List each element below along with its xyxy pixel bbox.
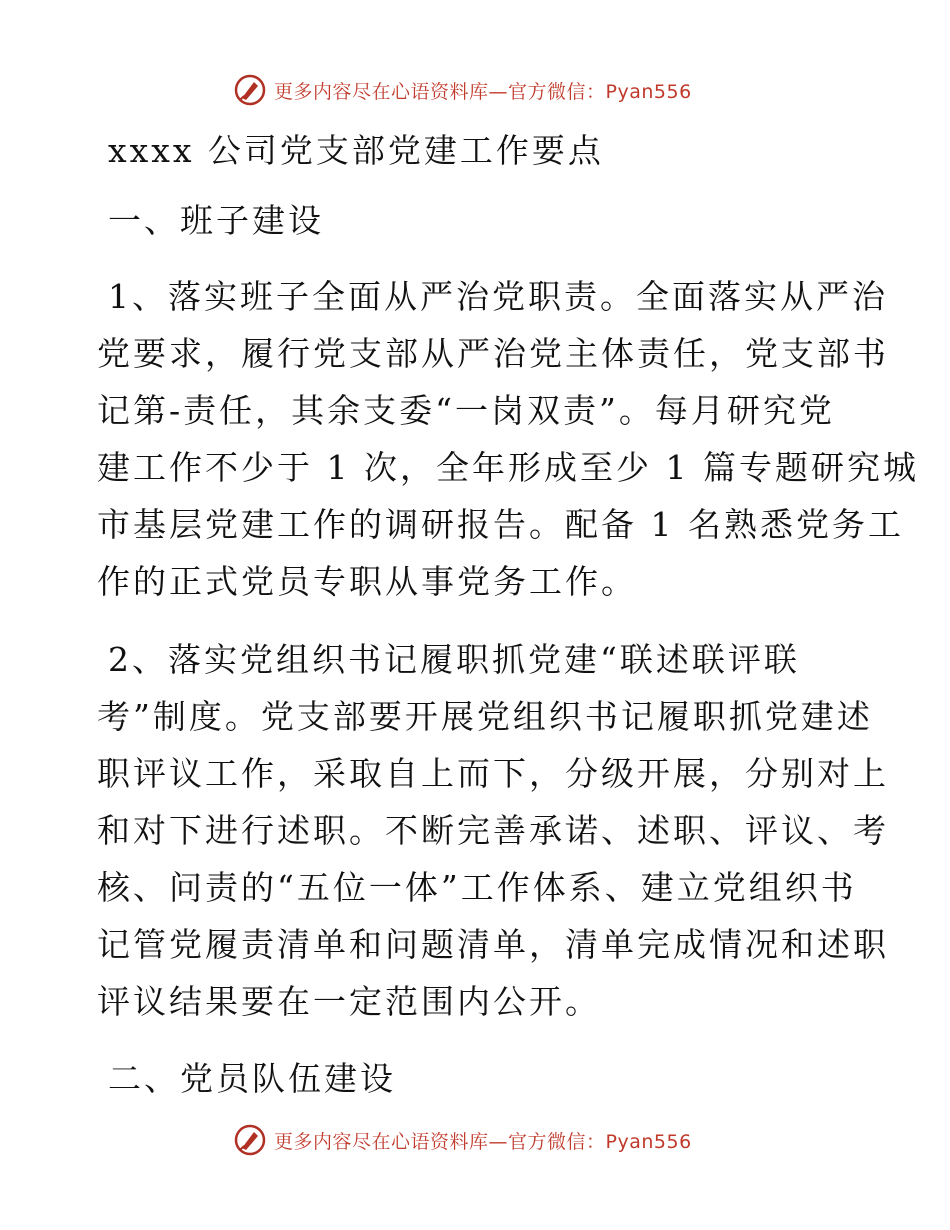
section-heading-2: 二、党员队伍建设 — [108, 1059, 396, 1098]
pen-nib-logo-icon — [232, 72, 268, 108]
paragraph-1-line: 作的正式党员专职从事党务工作。 — [97, 562, 637, 601]
document-title: xxxx 公司党支部党建工作要点 — [108, 131, 604, 170]
paragraph-1-line: 党要求，履行党支部从严治党主体责任，党支部书 — [97, 334, 889, 373]
paragraph-2-line: 核、问责的“五位一体”工作体系、建立党组织书 — [97, 868, 857, 907]
header-banner — [232, 72, 692, 108]
paragraph-2-line: 考”制度。党支部要开展党组织书记履职抓党建述 — [97, 697, 873, 736]
paragraph-2-line: 职评议工作，采取自上而下，分级开展，分别对上 — [97, 754, 889, 793]
paragraph-2-line: 2、落实党组织书记履职抓党建“联述联评联 — [108, 640, 800, 679]
paragraph-1-line: 记第-责任，其余支委“一岗双责”。每月研究党 — [97, 391, 835, 430]
paragraph-1-line: 建工作不少于 1 次，全年形成至少 1 篇专题研究城 — [97, 448, 919, 487]
paragraph-2-line: 记管党履责清单和问题清单，清单完成情况和述职 — [97, 925, 889, 964]
paragraph-2-line: 评议结果要在一定范围内公开。 — [97, 982, 601, 1021]
banner-text: 更多内容尽在心语资料库—官方微信：Pyan556 — [274, 1130, 692, 1153]
paragraph-2-line: 和对下进行述职。不断完善承诺、述职、评议、考 — [97, 811, 889, 850]
paragraph-1-line: 1、落实班子全面从严治党职责。全面落实从严治 — [108, 277, 888, 316]
footer-banner — [232, 1122, 692, 1158]
pen-nib-logo-icon — [232, 1122, 268, 1158]
paragraph-1-line: 市基层党建工作的调研报告。配备 1 名熟悉党务工 — [97, 505, 904, 544]
banner-text: 更多内容尽在心语资料库—官方微信：Pyan556 — [274, 80, 692, 103]
section-heading-1: 一、班子建设 — [108, 201, 324, 240]
